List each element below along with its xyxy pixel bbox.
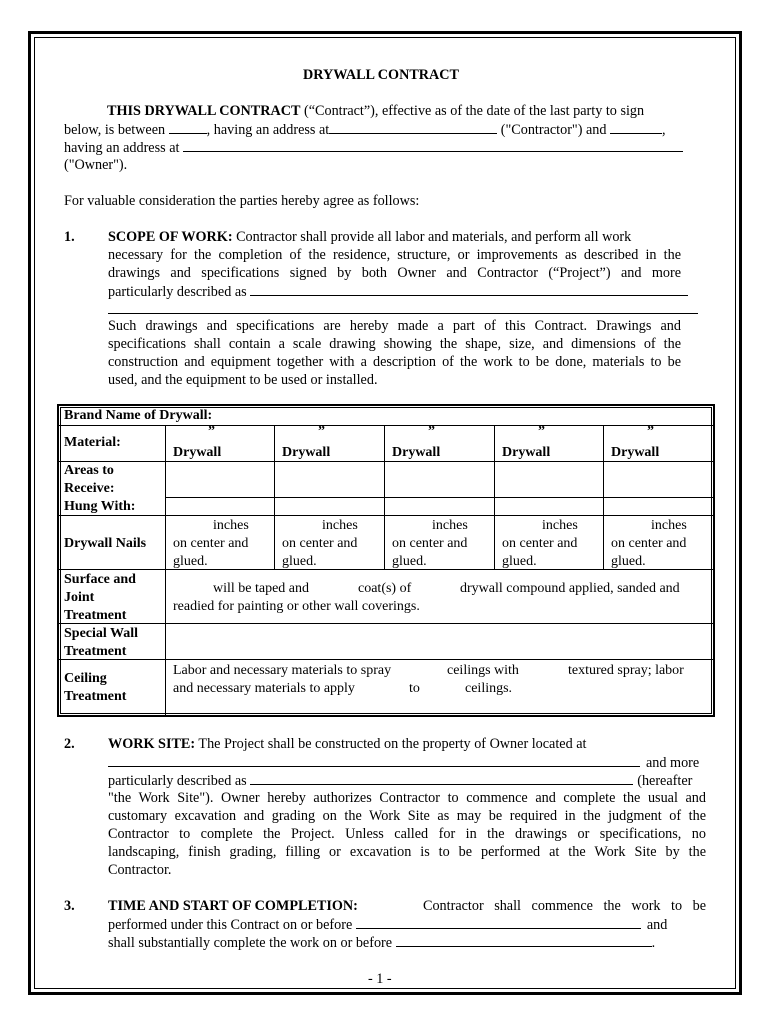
table-line [494, 425, 495, 569]
section-1-para2-line-2: specifications shall contain a scale drawing showing the shape, size, and dimensions of the [108, 336, 681, 352]
section-3-line-3a: shall substantially complete the work on or before [108, 935, 396, 951]
nails-oncenter-2: on center and [282, 536, 358, 551]
intro-line-3a: having an address at [64, 140, 183, 156]
intro-line-4: ("Owner"). [64, 157, 128, 173]
section-2-line-1-text: The Project shall be constructed on the property of Owner located at [195, 736, 587, 752]
intro-lead: THIS DRYWALL CONTRACT [107, 103, 301, 119]
inch-mark: ” [538, 424, 545, 439]
surface-text-line-2: readied for painting or other wall coverings. [173, 599, 420, 614]
surface-text-b: coat(s) of [358, 581, 412, 596]
nails-glued-3: glued. [392, 554, 427, 569]
section-2-line-7: landscaping, finish grading, filling or excavation is to be performed at the Work Site by the [108, 844, 706, 860]
intro-line-2a: below, is between [64, 122, 169, 138]
ceiling-text-c: textured spray; labor [568, 663, 684, 678]
nails-inches-1: inches [213, 518, 249, 533]
nails-glued-4: glued. [502, 554, 537, 569]
ceiling-text-f: ceilings. [465, 681, 513, 696]
nails-glued-5: glued. [611, 554, 646, 569]
section-2-line-5: customary excavation and grading on the Work Site as may be required in the judgment of the [108, 808, 706, 824]
nails-glued-2: glued. [282, 554, 317, 569]
nails-inches-2: inches [322, 518, 358, 533]
column-header-drywall-1: Drywall [173, 445, 222, 460]
drywall-nails-label: Drywall Nails [64, 536, 147, 551]
special-wall-label-1: Special Wall [64, 626, 139, 641]
section-1-number: 1. [64, 229, 75, 245]
surface-text-c: drywall compound applied, sanded and [460, 581, 680, 596]
table-line [603, 425, 604, 569]
ceiling-label-1: Ceiling [64, 671, 107, 686]
start-date-blank[interactable] [356, 915, 641, 929]
nails-glued-1: glued. [173, 554, 208, 569]
nails-oncenter-4: on center and [502, 536, 578, 551]
surface-text-a: will be taped and [213, 581, 310, 596]
table-line [59, 515, 713, 516]
surface-label-1: Surface and [64, 572, 136, 587]
nails-inches-4: inches [542, 518, 578, 533]
section-2-line-1 [108, 735, 586, 753]
section-1-line-4-text: particularly described as [108, 284, 251, 300]
section-2-number: 2. [64, 736, 75, 752]
contractor-address-blank[interactable] [329, 120, 497, 134]
intro-line-3 [64, 138, 683, 157]
work-site-description-blank[interactable] [250, 771, 633, 785]
areas-label-2: Receive: [64, 481, 115, 496]
section-3-line-1-text: Contractor shall commence the work to be [423, 898, 706, 914]
intro-line-2 [64, 120, 666, 139]
ceiling-label-2: Treatment [64, 689, 127, 704]
document-title: DRYWALL CONTRACT [303, 67, 459, 83]
owner-address-blank[interactable] [183, 138, 683, 152]
section-2-line-2 [108, 753, 699, 772]
ceiling-text-d: and necessary materials to apply [173, 681, 355, 696]
section-1-para2-line-1: Such drawings and specifications are hereby made a part of this Contract. Drawings and [108, 318, 681, 334]
intro-line-1-text: (“Contract”), effective as of the date of the last party to sign [300, 103, 645, 119]
section-2-line-3b: (hereafter [637, 773, 693, 789]
column-header-drywall-4: Drywall [502, 445, 551, 460]
table-line [59, 659, 713, 660]
column-header-drywall-2: Drywall [282, 445, 331, 460]
table-line [59, 425, 713, 426]
project-description-blank[interactable] [250, 282, 688, 296]
section-3-number: 3. [64, 898, 75, 914]
owner-name-blank[interactable] [610, 120, 662, 134]
column-header-drywall-3: Drywall [392, 445, 441, 460]
project-description-blank-2[interactable] [108, 313, 698, 314]
table-line [59, 623, 713, 624]
inch-mark: ” [428, 424, 435, 439]
table-line [274, 425, 275, 569]
hung-with-label: Hung With: [64, 499, 136, 514]
section-3-line-3 [108, 933, 655, 952]
section-3-line-2 [108, 915, 667, 934]
nails-inches-5: inches [651, 518, 687, 533]
intro-line-2b: , having an address at [206, 122, 330, 138]
nails-oncenter-5: on center and [611, 536, 687, 551]
section-1-para2-line-4: used, and the equipment to be used or installed. [108, 372, 378, 388]
section-3-line-2a: performed under this Contract on or before [108, 917, 356, 933]
nails-oncenter-1: on center and [173, 536, 249, 551]
areas-label-1: Areas to [64, 463, 114, 478]
intro-line-2d: , [662, 122, 666, 138]
work-site-location-blank[interactable] [108, 753, 640, 767]
special-wall-label-2: Treatment [64, 644, 127, 659]
section-3-heading: TIME AND START OF COMPLETION: [108, 898, 358, 914]
table-line [165, 425, 166, 715]
ceiling-text-e: to [409, 681, 420, 696]
section-2-line-8: Contractor. [108, 862, 172, 878]
inch-mark: ” [647, 424, 654, 439]
section-2-line-2-text: and more [646, 755, 700, 771]
inch-mark: ” [318, 424, 325, 439]
section-3-line-2b: and [646, 917, 668, 933]
nails-inches-3: inches [432, 518, 468, 533]
page-number: - 1 - [368, 971, 392, 987]
nails-oncenter-3: on center and [392, 536, 468, 551]
section-2-line-4: "the Work Site"). Owner hereby authorizes Contractor to commence and complete the usual and [108, 790, 706, 806]
section-2-line-3 [108, 771, 692, 790]
material-label: Material: [64, 435, 121, 450]
table-line [165, 497, 713, 498]
ceiling-text-b: ceilings with [447, 663, 519, 678]
section-2-line-3a: particularly described as [108, 773, 251, 789]
section-2-line-6: Contractor to complete the Project. Unless called for in the drawings or specifications, no [108, 826, 706, 842]
section-1-line-1-text: Contractor shall provide all labor and materials, and perform all work [232, 229, 632, 245]
contractor-name-blank[interactable] [169, 120, 207, 134]
completion-date-blank[interactable] [396, 933, 652, 947]
section-3-line-3b: . [651, 935, 656, 951]
section-2-heading: WORK SITE: [108, 736, 196, 752]
section-1-line-3: drawings and specifications signed by both Owner and Contractor (“Project”) and more [108, 265, 681, 281]
section-1-line-1 [108, 228, 631, 246]
table-line [384, 425, 385, 569]
column-header-drywall-5: Drywall [611, 445, 660, 460]
inch-mark: ” [208, 424, 215, 439]
section-1-para2-line-3: construction and equipment together with a description of the work to be done, materials to be [108, 354, 681, 370]
brand-name-label: Brand Name of Drywall: [64, 408, 213, 423]
section-1-line-2: necessary for the completion of the residence, structure, or improvements as described in the [108, 247, 681, 263]
section-1-heading: SCOPE OF WORK: [108, 229, 233, 245]
ceiling-text-a: Labor and necessary materials to spray [173, 663, 392, 678]
surface-label-2: Joint [64, 590, 95, 605]
section-1-line-4 [108, 282, 688, 301]
surface-label-3: Treatment [64, 608, 127, 623]
intro-line-1 [107, 102, 644, 120]
intro-line-2c: ("Contractor") and [497, 122, 611, 138]
consideration-text: For valuable consideration the parties hereby agree as follows: [64, 193, 420, 209]
